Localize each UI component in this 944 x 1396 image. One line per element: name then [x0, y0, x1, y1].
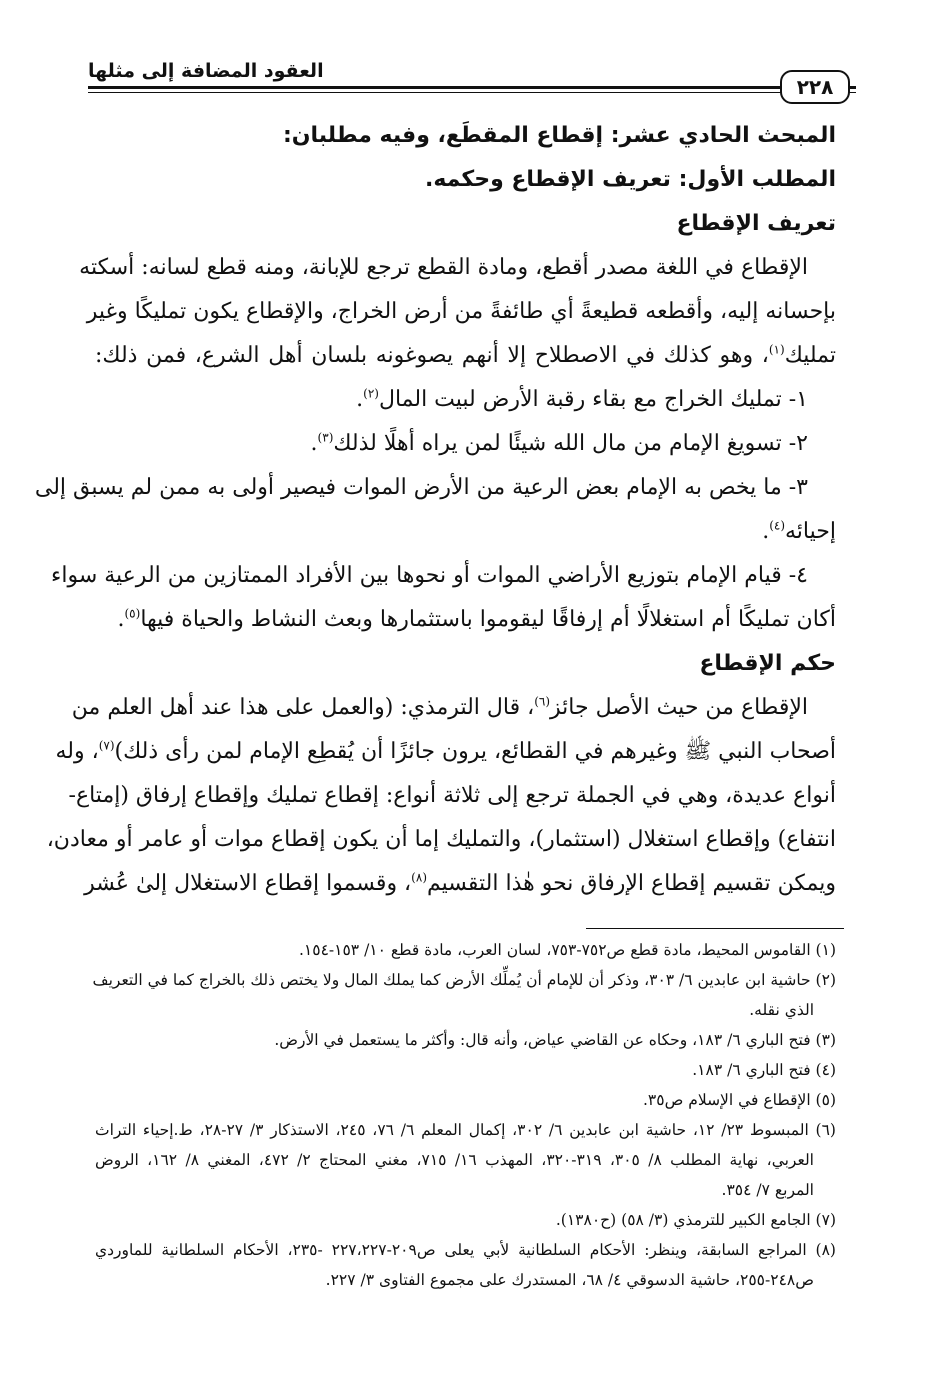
footnote: (٥) الإقطاع في الإسلام ص٣٥.: [642, 1091, 836, 1109]
text-run: .: [762, 519, 770, 544]
footnote-continuation: المربع ٧/ ٣٥٤.: [721, 1181, 814, 1199]
topic-heading-ruling: حكم الإقطاع: [699, 651, 836, 676]
footnote-ref: (٤): [769, 518, 786, 533]
footnote: (٧) الجامع الكبير للترمذي (٣/ ٥٨) (ح١٣٨٠).: [555, 1211, 836, 1229]
text-run: الإقطاع من حيث الأصل جائز: [550, 695, 808, 720]
text-run: ٢- تسويغ الإمام من مال الله شيئًا لمن يراه أهلًا لذلك: [333, 431, 808, 456]
paragraph-line: أنواع عديدة، وهي في الجملة ترجع إلى ثلاثة أنواع: إقطاع تمليك وإقطاع إرفاق (إمتاع-: [68, 783, 836, 808]
text-run: أصحاب النبي ﷺ وغيرهم في القطائع، يرون جائزًا أن يُقطِع الإمام لمن رأى ذلك): [114, 739, 836, 764]
footnote-ref: (٨): [411, 870, 427, 885]
list-item: ٤- قيام الإمام بتوزيع الأراضي الموات أو نحوها بين الأفراد الممتازين من الرعية سواء: [51, 563, 808, 588]
list-item-continuation: [95, 510, 836, 554]
footnote: (٢) حاشية ابن عابدين ٦/ ٣٠٣، وذكر أن للإمام أن يُملِّك الأرض كما يملك المال ولا يختص ذلك بالخراج كما في التعريف: [92, 971, 836, 989]
footnote-continuation: ص٢٤٨-٢٥٥، حاشية الدسوقي ٤/ ٦٨، المستدرك على مجموع الفتاوى ٣/ ٢٢٧.: [325, 1271, 814, 1289]
footnote-continuation: الذي نقله.: [749, 1001, 814, 1019]
subsection-heading: المطلب الأول: تعريف الإقطاع وحكمه.: [424, 167, 836, 192]
topic-heading-definition: تعريف الإقطاع: [676, 211, 836, 236]
footnote: (٤) فتح الباري ٦/ ١٨٣.: [692, 1061, 836, 1079]
footnote-ref: (٧): [98, 738, 115, 753]
header-rule-thin: [88, 92, 856, 93]
list-item: ٣- ما يخص به الإمام بعض الرعية من الأرض الموات فيصير أولى به ممن لم يسبق إلى: [34, 475, 808, 500]
list-item: [95, 378, 836, 422]
text-run: .: [117, 607, 125, 632]
text-run: أكان تمليكًا أم استغلالًا أم إرفاقًا ليقوموا باستثمارها وبعث النشاط والحياة فيها: [140, 607, 836, 632]
text-run: ، وله: [55, 739, 99, 764]
footnote-continuation: العربي، نهاية المطلب ٨/ ٣٠٥، ٣١٩-٣٢٠، المهذب ١٦/ ٧١٥، مغني المحتاج ٢/ ٤٧٢، المغني ٨/ ١٦٢، الروض: [95, 1151, 814, 1169]
footnotes: [92, 935, 836, 1295]
text-run: ، وهو كذلك في الاصطلاح إلا أنهم يصوغونه بلسان أهل الشرع، فمن ذلك:: [95, 343, 769, 368]
paragraph-line: [71, 686, 836, 730]
paragraph-line: [55, 730, 836, 774]
text-run: .: [310, 431, 318, 456]
paragraph-line: بإحسانه إليه، وأقطعه قطيعةً أي طائفةً من أرض الخراج، والإقطاع يكون تمليكًا وغير: [86, 299, 836, 324]
page-number: ٢٢٨: [780, 70, 850, 104]
footnote-ref: (٦): [534, 694, 551, 709]
text-run: ، قال الترمذي: (والعمل على هذا عند أهل العلم من: [71, 695, 535, 720]
footnote: (٨) المراجع السابقة، وينظر: الأحكام السلطانية لأبي يعلى ص٢٠٩-٢٢٧،٢٢٧ -٢٣٥، الأحكام السلطانية للماوردي: [95, 1241, 836, 1259]
footnote: (٣) فتح الباري ٦/ ١٨٣، وحكاه عن القاضي عياض، وأنه قال: وأكثر ما يستعمل في الأرض.: [274, 1031, 836, 1049]
text-run: ويمكن تقسيم إقطاع الإرفاق نحو هٰذا التقسيم: [427, 871, 836, 896]
header-rule: [88, 86, 856, 89]
list-item-continuation: [95, 598, 836, 642]
text-run: تمليك: [784, 343, 836, 368]
footnote-ref: (١): [768, 342, 785, 357]
list-item: [95, 422, 836, 466]
text-run: .: [356, 387, 364, 412]
paragraph-line: انتفاع) وإقطاع استغلال (استثمار)، والتمليك إما أن يكون إقطاع موات أو عامر أو معادن،: [46, 827, 836, 852]
text-run: ، وقسموا إقطاع الاستغلال إلىٰ عُشر: [84, 871, 412, 896]
footnote-ref: (٢): [363, 386, 379, 401]
footnote: (١) القاموس المحيط، مادة قطع ص٧٥٢-٧٥٣، لسان العرب، مادة قطع ١٠/ ١٥٣-١٥٤.: [298, 941, 836, 959]
footnote: (٦) المبسوط ٢٣/ ١٢، حاشية ابن عابدين ٦/ ٣٠٢، إكمال المعلم ٦/ ٧٦، ٢٤٥، الاستذكار ٣/ ٢٧-٢٨، ط.إحياء التراث: [95, 1121, 836, 1139]
footnote-separator: [586, 928, 844, 929]
footnote-ref: (٣): [317, 430, 334, 445]
page-header: [88, 48, 856, 104]
section-heading: المبحث الحادي عشر: إقطاع المقطَع، وفيه مطلبان:: [282, 123, 836, 148]
text-run: إحيائه: [785, 519, 836, 544]
running-title: العقود المضافة إلى مثلها: [88, 60, 324, 82]
paragraph-line: الإقطاع في اللغة مصدر أقطع، ومادة القطع ترجع للإبانة، ومنه قطع لسانه: أسكته: [79, 255, 808, 280]
paragraph-line: [84, 862, 836, 906]
text-run: ١- تمليك الخراج مع بقاء رقبة الأرض لبيت المال: [378, 387, 808, 412]
paragraph-line: [95, 334, 836, 378]
footnote-ref: (٥): [124, 606, 141, 621]
main-text: [34, 114, 836, 906]
